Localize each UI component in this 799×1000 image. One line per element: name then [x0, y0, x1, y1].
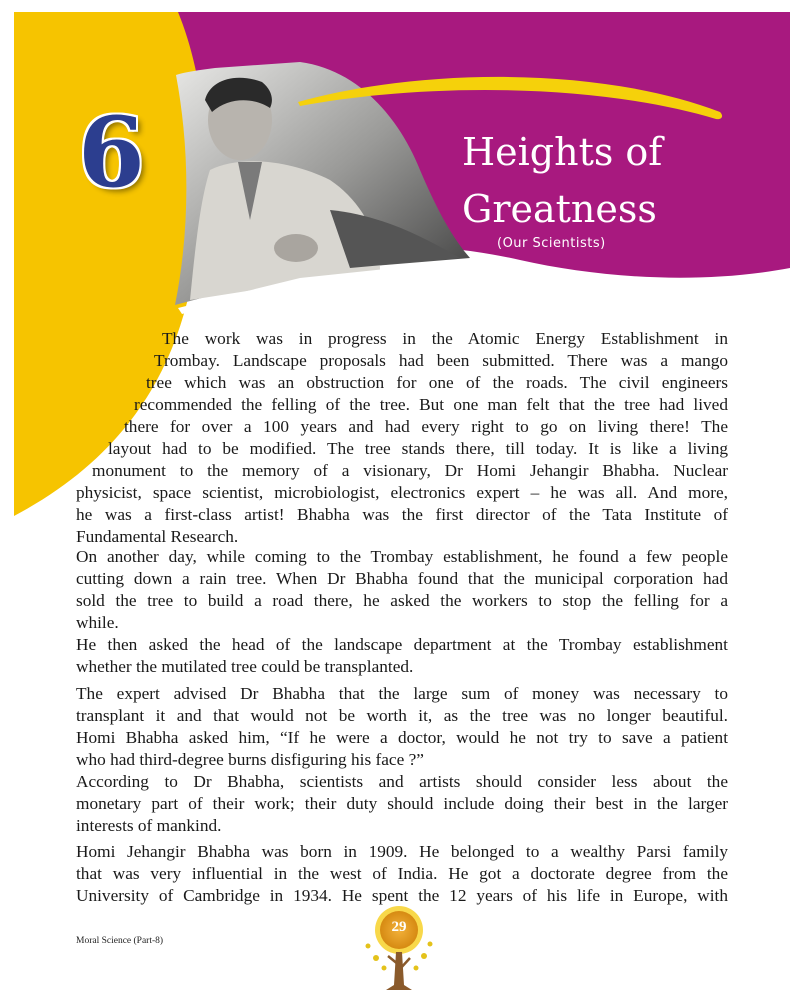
text-line: Homi Bhabha asked him, “If he were a doctor, would he not try to save a patient — [76, 728, 728, 747]
text-line: monetary part of their work; their duty should include doing their best in the larger — [76, 794, 728, 813]
text-line: transplant it and that would not be worth it, as the tree was no longer beautiful. — [76, 706, 728, 725]
text-line: Homi Jehangir Bhabha was born in 1909. He belonged to a wealthy Parsi family — [76, 842, 728, 861]
text-line: On another day, while coming to the Trombay establishment, he found a few people — [76, 547, 728, 566]
chapter-number: 6 — [78, 96, 145, 209]
text-line: recommended the felling of the tree. But one man felt that the tree had lived — [134, 395, 728, 414]
chapter-title-line-2: Greatness — [462, 187, 657, 231]
paragraph-4 — [76, 683, 728, 771]
paragraph-6 — [76, 841, 728, 907]
footer-book-title: Moral Science (Part-8) — [76, 936, 164, 946]
paragraph-3 — [76, 634, 728, 678]
text-line: whether the mutilated tree could be transplanted. — [76, 657, 414, 676]
text-line: University of Cambridge in 1934. He spent the 12 years of his life in Europe, with — [76, 886, 728, 905]
text-line: tree which was an obstruction for one of the roads. The civil engineers — [146, 373, 728, 392]
text-line: interests of mankind. — [76, 816, 222, 835]
text-line: cutting down a rain tree. When Dr Bhabha found that the municipal corporation had — [76, 569, 728, 588]
text-line: sold the tree to build a road there, he asked the workers to stop the felling for a — [76, 591, 728, 610]
text-line: The expert advised Dr Bhabha that the large sum of money was necessary to — [76, 684, 728, 703]
page-number: 29 — [391, 919, 407, 935]
paragraph-5 — [76, 771, 728, 837]
text-line: Fundamental Research. — [76, 527, 239, 546]
paragraph-2 — [76, 546, 728, 634]
text-line: that was very influential in the west of India. He got a doctorate degree from the — [76, 864, 728, 883]
text-line: layout had to be modified. The tree stands there, till today. It is like a living — [108, 439, 728, 458]
text-line: The work was in progress in the Atomic Energy Establishment in — [162, 329, 728, 348]
text-line: He then asked the head of the landscape department at the Trombay establishment — [76, 635, 728, 654]
text-line: monument to the memory of a visionary, Dr Homi Jehangir Bhabha. Nuclear — [92, 461, 728, 480]
text-line: According to Dr Bhabha, scientists and artists should consider less about the — [76, 772, 728, 791]
paragraph-1 — [0, 328, 728, 548]
text-line: while. — [76, 613, 119, 632]
text-line: he was a first-class artist! Bhabha was the first director of the Tata Institute of — [76, 505, 728, 524]
chapter-title-line-1: Heights of — [462, 130, 663, 174]
text-line: physicist, space scientist, microbiologist, electronics expert – he was all. And more, — [76, 483, 728, 502]
text-line: Trombay. Landscape proposals had been submitted. There was a mango — [154, 351, 728, 370]
chapter-subtitle: (Our Scientists) — [497, 236, 606, 251]
text-line: who had third-degree burns disfiguring his face ?” — [76, 750, 424, 769]
text-line: there for over a 100 years and had every right to go on living there! The — [124, 417, 728, 436]
